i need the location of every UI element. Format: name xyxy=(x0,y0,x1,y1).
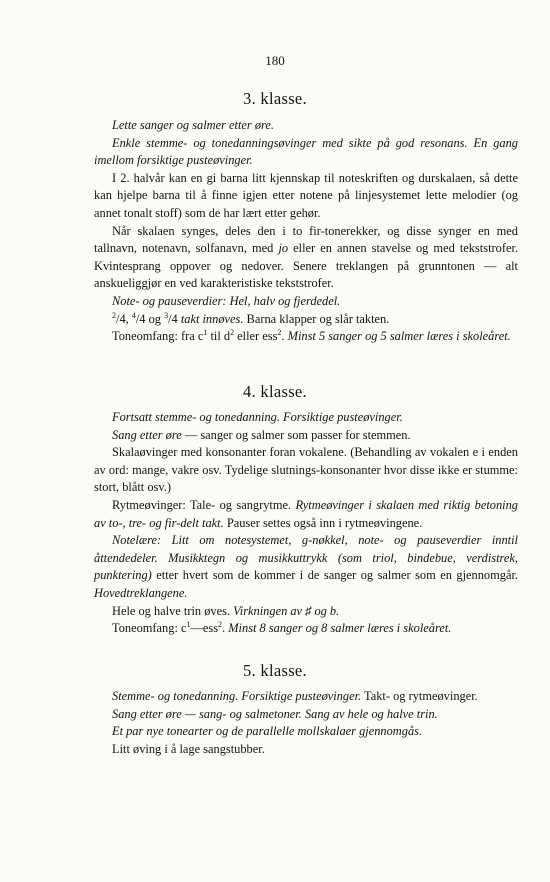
superscript: 2 xyxy=(277,328,282,338)
text-run-italic: Minst 5 sanger og 5 salmer læres i skoleåret. xyxy=(287,329,511,344)
paragraph-5-2: Sang etter øre — sang- og salmetoner. Sang av hele og halve trin. xyxy=(112,706,438,721)
paragraph-4-6 xyxy=(94,603,518,621)
superscript: 2 xyxy=(230,328,235,338)
paragraph-4-1: Fortsatt stemme- og tonedanning. Forsiktige pusteøvinger. xyxy=(112,410,403,424)
text-run: /4 xyxy=(168,311,178,326)
paragraph-5-1 xyxy=(94,688,518,706)
paragraph-3-1: Lette sanger og salmer etter øre. xyxy=(112,118,274,132)
text-run-italic: Notelære: Litt om notesystemet, g-nøkkel, note- og pauseverdier inntil åttendedeler. Musikktegn og musikkuttrykk (som triol, bindebue, verdistrek, punktering) xyxy=(94,533,518,583)
page-number: 180 xyxy=(265,53,285,68)
superscript: 2 xyxy=(218,620,223,630)
text-run-italic: Rytmeøvinger i skalaen med riktig betoning av to-, tre- og fir-delt takt. xyxy=(94,497,519,530)
paragraph-4-5 xyxy=(94,532,518,602)
section-klasse-3 xyxy=(94,117,518,346)
text-run: — sanger og salmer som passer for stemmen. xyxy=(181,427,411,442)
text-run-italic: Hovedtreklangene. xyxy=(94,585,188,600)
text-run: Hele og halve trin øves. xyxy=(112,603,234,618)
text-run: /4, xyxy=(116,311,132,326)
paragraph-3-2: Enkle stemme- og tonedanningsøvinger med sikte på god resonans. En gang imellom forsiktige pusteøvinger. xyxy=(94,135,518,168)
text-run-italic: Minst 8 sanger og 8 salmer læres i skoleåret. xyxy=(228,621,452,636)
text-run: eller ess xyxy=(234,329,278,344)
text-run: Rytmeøvinger: Tale- og sangrytme. xyxy=(112,497,296,512)
text-run-italic: Stemme- og tonedanning. Forsiktige pusteøvinger. xyxy=(112,689,362,703)
text-run-italic: Virkningen av ♯ og b. xyxy=(233,603,340,618)
text-run: . xyxy=(222,621,229,636)
paragraph-4-4 xyxy=(94,497,518,532)
paragraph-5-3: Et par nye tonearter og de parallelle mollskalaer gjennomgås. xyxy=(112,724,423,739)
text-run-italic: Sang etter øre xyxy=(112,427,182,442)
heading-klasse-4: 4. klasse. xyxy=(243,382,307,401)
section-klasse-4 xyxy=(94,409,518,638)
text-run: eller en annen stavelse og med tekststrofer. Kvintesprang oppover og nedover. Senere treklangen på grunntonen — alt anskueliggjør en ved karakteristiske tekststrofer. xyxy=(94,241,518,291)
text-run: /4 og xyxy=(135,311,165,326)
text-run: Toneomfang: c xyxy=(112,621,187,636)
text-run-italic: takt innøves. xyxy=(177,311,244,326)
paragraph-4-3: Skalaøvinger med konsonanter foran vokalene. (Behandling av vokalen e i enden av ord: mange, vakre osv. Tydelige slutnings-konsonanter hvor disse ikke er stumme: stort, blått osv.) xyxy=(94,445,518,495)
paragraph-4-2 xyxy=(94,427,518,445)
superscript: 1 xyxy=(186,620,191,630)
superscript: 2 xyxy=(112,310,116,320)
paragraph-4-7 xyxy=(94,620,518,638)
paragraph-5-4: Litt øving i å lage sangstubber. xyxy=(112,741,265,756)
text-run: . xyxy=(281,329,288,344)
heading-klasse-5: 5. klasse. xyxy=(243,661,307,680)
paragraph-3-6 xyxy=(94,311,518,329)
text-run: Barna klapper og slår takten. xyxy=(243,311,390,326)
text-run: til d xyxy=(207,329,231,344)
superscript: 1 xyxy=(203,328,208,338)
superscript: 3 xyxy=(164,310,169,320)
paragraph-3-5: Note- og pauseverdier: Hel, halv og fjerdedel. xyxy=(112,293,341,308)
superscript: 4 xyxy=(131,310,136,320)
text-run: Toneomfang: fra c xyxy=(112,329,204,344)
paragraph-3-4 xyxy=(94,223,518,293)
text-run-italic: jo xyxy=(278,241,289,256)
paragraph-3-3: I 2. halvår kan en gi barna litt kjennskap til noteskriften og durskalaen, så dette kan hjelpe barna til å finne igjen etter notene på linjesystemet lette melodier (og annet tonalt stoff) som de har lært etter gehør. xyxy=(94,170,518,220)
text-run: Takt- og rytmeøvinger. xyxy=(361,689,478,703)
text-run: Pauser settes også inn i rytmeøvingene. xyxy=(223,515,423,530)
heading-klasse-3: 3. klasse. xyxy=(243,89,307,108)
text-run: etter hvert som de kommer i de sanger og salmer som en gjennomgår. xyxy=(151,568,518,583)
paragraph-3-7 xyxy=(94,328,518,346)
section-klasse-5 xyxy=(94,688,518,758)
text-run: Når skalaen synges, deles den i to fir-tonerekker, og disse synger en med tallnavn, notenavn, solfanavn, med xyxy=(94,223,518,256)
text-run: —ess xyxy=(190,621,219,636)
